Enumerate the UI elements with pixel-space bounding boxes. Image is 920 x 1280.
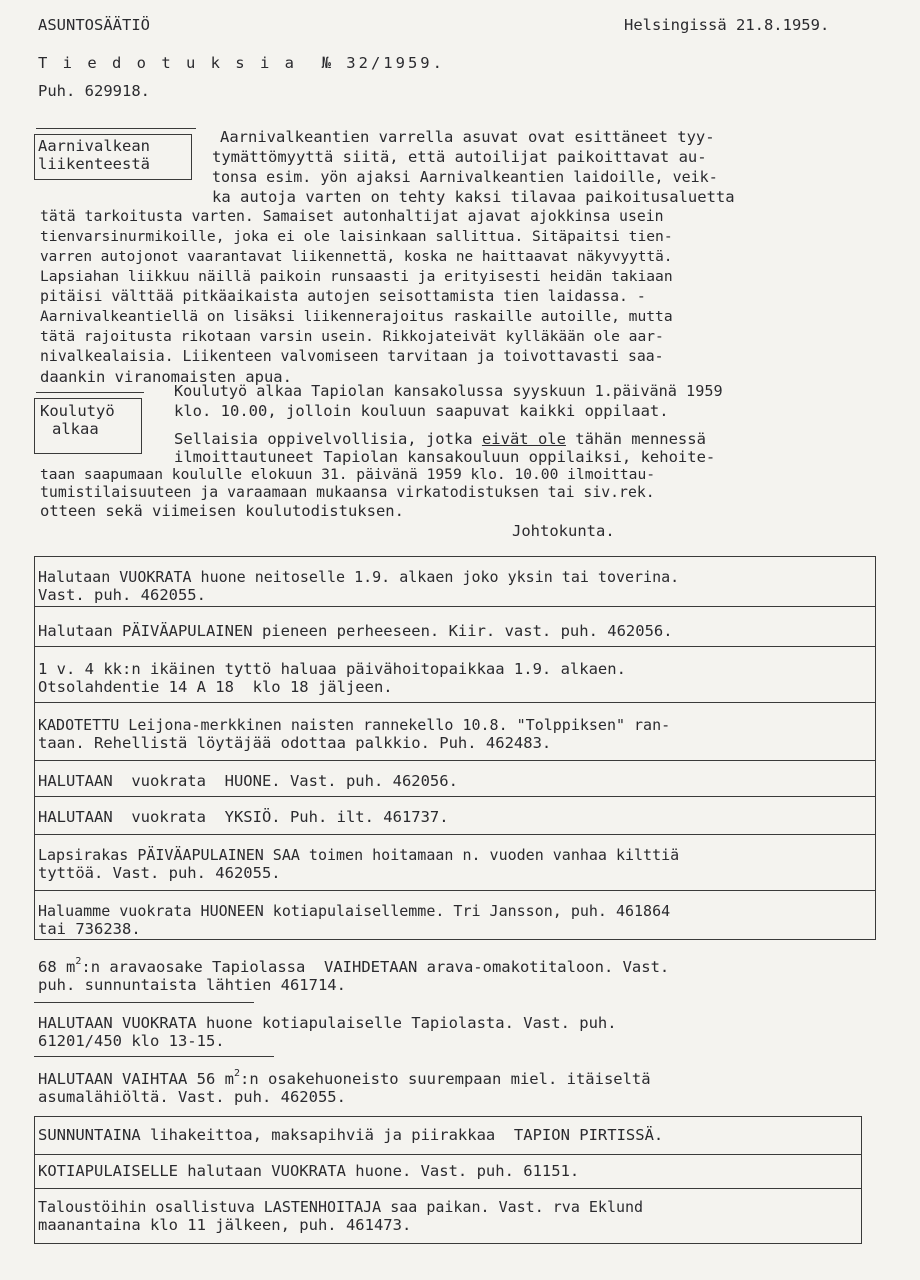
article1-line: Aarnivalkeantiellä on lisäksi liikennerajoitus raskaille autoille, mutta <box>40 308 673 325</box>
ad-text: SUNNUNTAINA lihakeittoa, maksapihviä ja piirakkaa TAPION PIRTISSÄ. <box>38 1126 664 1144</box>
article1-line: Lapsiahan liikkuu näillä paikoin runsaasti ja erityisesti heidän takiaan <box>40 268 673 285</box>
emphasis-underline: eivät ole <box>481 430 566 448</box>
phone-number: Puh. 629918. <box>38 82 150 100</box>
article2-heading-line: Koulutyö <box>40 402 115 420</box>
article1-line: Aarnivalkeantien varrella asuvat ovat esittäneet tyy- <box>220 128 715 146</box>
article2-heading-line: alkaa <box>52 420 99 438</box>
article2-line: ilmoittautuneet Tapiolan kansakouluun oppilaiksi, kehoite- <box>174 448 716 466</box>
ad-text: maanantaina klo 11 jälkeen, puh. 461473. <box>38 1216 412 1234</box>
article2-line: klo. 10.00, jolloin kouluun saapuvat kaikki oppilaat. <box>174 402 669 420</box>
ad-text: HALUTAAN vuokrata HUONE. Vast. puh. 462056. <box>38 772 458 790</box>
article1-line: tonsa esim. yön ajaksi Aarnivalkeantien laidoille, veik- <box>212 168 718 186</box>
ad-text: Lapsirakas PÄIVÄAPULAINEN SAA toimen hoitamaan n. vuoden vanhaa kilttiä <box>38 846 680 864</box>
article2-rule <box>36 392 144 393</box>
ad-text: HALUTAAN vuokrata YKSIÖ. Puh. ilt. 461737. <box>38 808 449 826</box>
article1-line: pitäisi välttää pitkäaikaista autojen seisottamista tien laidassa. - <box>40 288 646 305</box>
ad-divider <box>34 796 876 797</box>
ad-divider <box>34 1154 862 1155</box>
ad-text: Taloustöihin osallistuva LASTENHOITAJA saa paikan. Vast. rva Eklund <box>38 1198 644 1216</box>
article2-line: Sellaisia oppivelvollisia, jotka eivät ole tähän mennessä <box>174 430 706 448</box>
ad-text: 68 $m^2:n$ aravaosake Tapiolassa VAIHDETAAN arava-omakotitaloon. Vast. <box>38 956 670 976</box>
ad-text: HALUTAAN VUOKRATA huone kotiapulaiselle Tapiolasta. Vast. puh. <box>38 1014 617 1032</box>
article1-rule <box>36 128 196 129</box>
article1-line: daankin viranomaisten apua. <box>40 368 292 386</box>
ad-divider <box>34 1002 254 1003</box>
article1-heading-line: Aarnivalkean <box>38 137 150 155</box>
ad-text: 1 v. 4 kk:n ikäinen tyttö haluaa päivähoitopaikkaa 1.9. alkaen. <box>38 660 626 678</box>
article1-line: tätä rajoitusta rikotaan varsin usein. Rikkojateivät kylläkään ole aar- <box>40 328 664 345</box>
bulletin-title: T i e d o t u k s i a № 32/1959. <box>38 54 445 72</box>
article2-line: taan saapumaan koululle elokuun 31. päivänä 1959 klo. 10.00 ilmoittau- <box>40 466 656 483</box>
ad-text: tai 736238. <box>38 920 141 938</box>
ad-text: Halutaan PÄIVÄAPULAINEN pieneen perheeseen. Kiir. vast. puh. 462056. <box>38 622 673 640</box>
ad-divider <box>34 606 876 607</box>
article1-line: tymättömyyttä siitä, että autoilijat paikoittavat au- <box>212 148 707 166</box>
article1-heading-line: liikenteestä <box>38 155 150 173</box>
ad-divider <box>34 1188 862 1189</box>
article2-line: otteen sekä viimeisen koulutodistuksen. <box>40 502 404 520</box>
ad-text: KOTIAPULAISELLE halutaan VUOKRATA huone. Vast. puh. 61151. <box>38 1162 580 1180</box>
ad-divider <box>34 760 876 761</box>
article2-line: Koulutyö alkaa Tapiolan kansakolussa syyskuun 1.päivänä 1959 <box>174 382 723 400</box>
ad-text: asumalähiöltä. Vast. puh. 462055. <box>38 1088 346 1106</box>
ad-divider <box>34 890 876 891</box>
ad-divider <box>34 646 876 647</box>
article1-line: nivalkealaisia. Liikenteen valvomiseen tarvitaan ja toivottavasti saa- <box>40 348 664 365</box>
ad-text: tyttöä. Vast. puh. 462055. <box>38 864 281 882</box>
signature: Johtokunta. <box>512 522 615 540</box>
ad-text: puh. sunnuntaista lähtien 461714. <box>38 976 346 994</box>
ad-text: Otsolahdentie 14 A 18 klo 18 jäljeen. <box>38 678 393 696</box>
article1-line: varren autojonot vaarantavat liikennettä, koska ne haittaavat näkyvyyttä. <box>40 249 673 265</box>
ad-text: Vast. puh. 462055. <box>38 586 206 604</box>
ad-divider <box>34 1056 274 1057</box>
ad-text: Halutaan VUOKRATA huone neitoselle 1.9. alkaen joko yksin tai toverina. <box>38 568 680 586</box>
ad-divider <box>34 702 876 703</box>
ad-text: KADOTETTU Leijona-merkkinen naisten rannekello 10.8. "Tolppiksen" ran- <box>38 716 671 734</box>
org-name: ASUNTOSÄÄTIÖ <box>38 16 150 34</box>
ad-text: HALUTAAN VAIHTAA 56 $m^2:n$ osakehuoneisto suurempaan miel. itäiseltä <box>38 1068 651 1088</box>
ad-text: taan. Rehellistä löytäjää odottaa palkkio. Puh. 462483. <box>38 734 552 752</box>
article1-line: tienvarsinurmikoille, joka ei ole laisinkaan sallittua. Sitäpaitsi tien- <box>40 228 673 245</box>
article2-line: tumistilaisuuteen ja varaamaan mukaansa virkatodistuksen tai siv.rek. <box>40 484 655 501</box>
article1-line: tätä tarkoitusta varten. Samaiset autonhaltijat ajavat ajokkinsa usein <box>40 208 664 225</box>
ad-divider <box>34 834 876 835</box>
ad-text: 61201/450 klo 13-15. <box>38 1032 225 1050</box>
place-date: Helsingissä 21.8.1959. <box>624 16 830 34</box>
ad-text: Haluamme vuokrata HUONEEN kotiapulaisellemme. Tri Jansson, puh. 461864 <box>38 902 671 920</box>
article1-line: ka autoja varten on tehty kaksi tilavaa paikoitusaluetta <box>212 188 735 206</box>
